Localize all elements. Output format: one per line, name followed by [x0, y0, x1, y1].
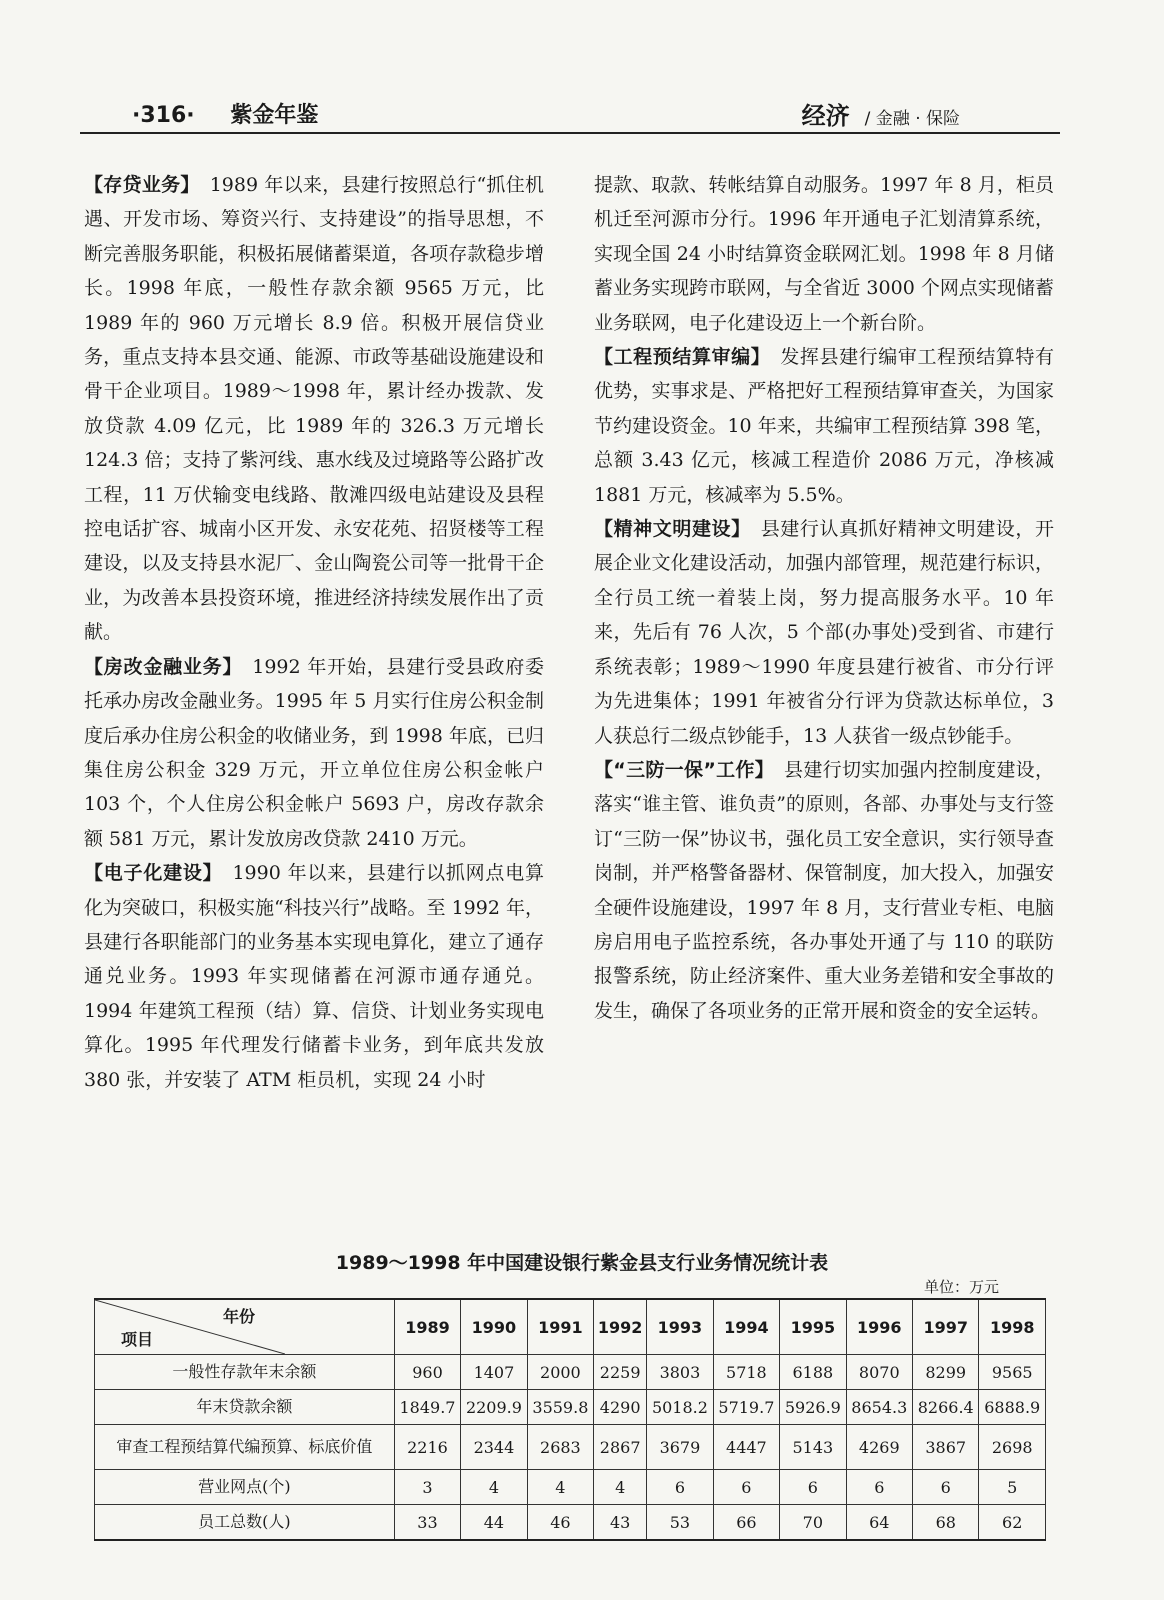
table-cell: 8654.3 [846, 1390, 912, 1425]
table-cell: 6 [913, 1470, 979, 1505]
table-cell: 5018.2 [647, 1390, 713, 1425]
table-cell: 9565 [979, 1355, 1046, 1390]
header-left [132, 98, 318, 129]
corner-cell [95, 1299, 395, 1355]
table-cell: 960 [394, 1355, 460, 1390]
year-header: 1990 [461, 1299, 527, 1355]
table-cell: 1407 [461, 1355, 527, 1390]
table-cell: 4 [461, 1470, 527, 1505]
table-cell: 3679 [647, 1425, 713, 1470]
statistics-table [94, 1298, 1046, 1541]
paragraph-text: 县建行认真抓好精神文明建设，开展企业文化建设活动，加强内部管理，规范建行标识，全行员工统一着装上岗，努力提高服务水平。10 年来，先后有 76 人次，5 个部(办事处)受到省、市建行系统表彰；1989～1990 年度县建行被省、市分行评为先进集体；1991 年被省分行评为贷款达标单位，3 人获总行二级点钞能手，13 人获省一级点钞能手。 [594, 518, 1054, 747]
table-cell: 2000 [527, 1355, 593, 1390]
year-header: 1995 [780, 1299, 846, 1355]
table-cell: 3 [394, 1470, 460, 1505]
table-row [95, 1390, 1046, 1425]
right-column [594, 168, 1054, 1028]
book-title: 紫金年鉴 [230, 103, 319, 128]
paragraph-text: 提款、取款、转帐结算自动服务。1997 年 8 月，柜员机迁至河源市分行。1996 年开通电子汇划清算系统，实现全国 24 小时结算资金联网汇划。1998 年 8 月储蓄业务实现跨市联网，与全省近 3000 个网点实现储蓄业务联网，电子化建设迈上一个新台阶。 [594, 174, 1054, 334]
table-cell: 5143 [780, 1425, 846, 1470]
table-cell: 3559.8 [527, 1390, 593, 1425]
table-cell: 68 [913, 1505, 979, 1541]
paragraph [84, 650, 544, 856]
page-number: ·316· [132, 103, 195, 128]
year-header: 1997 [913, 1299, 979, 1355]
paragraph [594, 753, 1054, 1028]
table-cell: 66 [713, 1505, 779, 1541]
table-cell: 33 [394, 1505, 460, 1541]
table-cell: 6 [846, 1470, 912, 1505]
table-cell: 6888.9 [979, 1390, 1046, 1425]
year-header: 1996 [846, 1299, 912, 1355]
table-cell: 5719.7 [713, 1390, 779, 1425]
paragraph [594, 168, 1054, 340]
year-header: 1992 [594, 1299, 647, 1355]
table-cell: 8070 [846, 1355, 912, 1390]
table-cell: 4447 [713, 1425, 779, 1470]
section-main: 经济 [801, 102, 850, 130]
table-cell: 6188 [780, 1355, 846, 1390]
table-cell: 1849.7 [394, 1390, 460, 1425]
table-row [95, 1355, 1046, 1390]
row-label: 员工总数(人) [95, 1505, 395, 1541]
row-label: 年末贷款余额 [95, 1390, 395, 1425]
year-header: 1989 [394, 1299, 460, 1355]
table-cell: 3803 [647, 1355, 713, 1390]
table-cell: 2259 [594, 1355, 647, 1390]
corner-item-label: 项目 [121, 1330, 154, 1349]
paragraph-text: 县建行切实加强内控制度建设，落实“谁主管、谁负责”的原则，各部、办事处与支行签订“三防一保”协议书，强化员工安全意识，实行领导查岗制，并严格警备器材、保管制度，加大投入，加强安全硬件设施建设，1997 年 8 月，支行营业专柜、电脑房启用电子监控系统，各办事处开通了与 110 的联防报警系统，防止经济案件、重大业务差错和安全事故的发生，确保了各项业务的正常开展和资金的安全运转。 [594, 758, 1054, 1022]
table-cell: 4 [594, 1470, 647, 1505]
table-cell: 2344 [461, 1425, 527, 1470]
header-right [802, 96, 960, 131]
paragraph-heading: 【电子化建设】 [84, 862, 223, 885]
table-cell: 2683 [527, 1425, 593, 1470]
paragraph [594, 512, 1054, 753]
table-cell: 6 [647, 1470, 713, 1505]
table-cell: 4 [527, 1470, 593, 1505]
paragraph-text: 发挥县建行编审工程预结算特有优势，实事求是、严格把好工程预结算审查关，为国家节约建设资金。10 年来，共编审工程预结算 398 笔，总额 3.43 亿元，核减工程造价 2086 万元，净核减 1881 万元，核减率为 5.5%。 [594, 346, 1054, 506]
table-cell: 53 [647, 1505, 713, 1541]
table-cell: 3867 [913, 1425, 979, 1470]
corner-year-label: 年份 [222, 1307, 255, 1326]
table-cell: 70 [780, 1505, 846, 1541]
table-cell: 6 [780, 1470, 846, 1505]
table-cell: 4290 [594, 1390, 647, 1425]
table-cell: 64 [846, 1505, 912, 1541]
row-label: 一般性存款年末余额 [95, 1355, 395, 1390]
year-header: 1994 [713, 1299, 779, 1355]
year-header: 1998 [979, 1299, 1046, 1355]
table-cell: 2867 [594, 1425, 647, 1470]
paragraph-heading: 【房改金融业务】 [84, 655, 243, 678]
paragraph-heading: 【工程预结算审编】 [594, 346, 771, 369]
table-cell: 5718 [713, 1355, 779, 1390]
table-cell: 6 [713, 1470, 779, 1505]
paragraph-heading: 【精神文明建设】 [594, 518, 751, 541]
table-cell: 46 [527, 1505, 593, 1541]
paragraph-heading: 【“三防一保”工作】 [594, 758, 775, 781]
table-cell: 44 [461, 1505, 527, 1541]
table-cell: 2216 [394, 1425, 460, 1470]
paragraph-text: 1989 年以来，县建行按照总行“抓住机遇、开发市场、筹资兴行、支持建设”的指导思想，不断完善服务职能，积极拓展储蓄渠道，各项存款稳步增长。1998 年底，一般性存款余额 9565 万元，比 1989 年的 960 万元增长 8.9 倍。积极开展信贷业务，重点支持本县交通、能源、市政等基础设施建设和骨干企业项目。1989～1998 年，累计经办拨款、发放贷款 4.09 亿元，比 1989 年的 326.3 万元增长 124.3 倍；支持了紫河线、惠水线及过境路等公路扩改工程，11 万伏输变电线路、散滩四级电站建设及县程控电话扩容、城南小区开发、永安花苑、招贤楼等工程建设，以及支持县水泥厂、金山陶瓷公司等一批骨干企业，为改善本县投资环境，推进经济持续发展作出了贡献。 [84, 174, 544, 644]
table-cell: 62 [979, 1505, 1046, 1541]
paragraph-text: 1992 年开始，县建行受县政府委托承办房改金融业务。1995 年 5 月实行住房公积金制度后承办住房公积金的收储业务，到 1998 年底，已归集住房公积金 329 万元，开立单位住房公积金帐户 103 个，个人住房公积金帐户 5693 户，房改存款余额 581 万元，累计发放房改贷款 2410 万元。 [84, 655, 544, 850]
row-label: 营业网点(个) [95, 1470, 395, 1505]
paragraph-heading: 【存贷业务】 [84, 174, 200, 196]
year-header: 1991 [527, 1299, 593, 1355]
table-title: 1989～1998 年中国建设银行紫金县支行业务情况统计表 [335, 1252, 829, 1274]
table-row [95, 1425, 1046, 1470]
table-row [95, 1505, 1046, 1541]
table-cell: 8266.4 [913, 1390, 979, 1425]
paragraph [594, 340, 1054, 512]
table-cell: 2698 [979, 1425, 1046, 1470]
table-cell: 43 [594, 1505, 647, 1541]
table-cell: 4269 [846, 1425, 912, 1470]
paragraph [84, 168, 544, 650]
table-cell: 5926.9 [780, 1390, 846, 1425]
table-row [95, 1470, 1046, 1505]
year-header: 1993 [647, 1299, 713, 1355]
table-cell: 8299 [913, 1355, 979, 1390]
table-unit: 单位：万元 [924, 1278, 1000, 1296]
table-cell: 2209.9 [461, 1390, 527, 1425]
table-cell: 5 [979, 1470, 1046, 1505]
table-header-row [95, 1299, 1046, 1355]
left-column [84, 168, 544, 1097]
paragraph [84, 856, 544, 1097]
section-sub: / 金融 · 保险 [864, 109, 960, 129]
row-label: 审查工程预结算代编预算、标底价值 [95, 1425, 395, 1470]
paragraph-text: 1990 年以来，县建行以抓网点电算化为突破口，积极实施“科技兴行”战略。至 1992 年，县建行各职能部门的业务基本实现电算化，建立了通存通兑业务。1993 年实现储蓄在河源市通存通兑。1994 年建筑工程预（结）算、信贷、计划业务实现电算化。1995 年代理发行储蓄卡业务，到年底共发放 380 张，并安装了 ATM 柜员机，实现 24 小时 [84, 862, 544, 1091]
page-header [80, 92, 1060, 134]
